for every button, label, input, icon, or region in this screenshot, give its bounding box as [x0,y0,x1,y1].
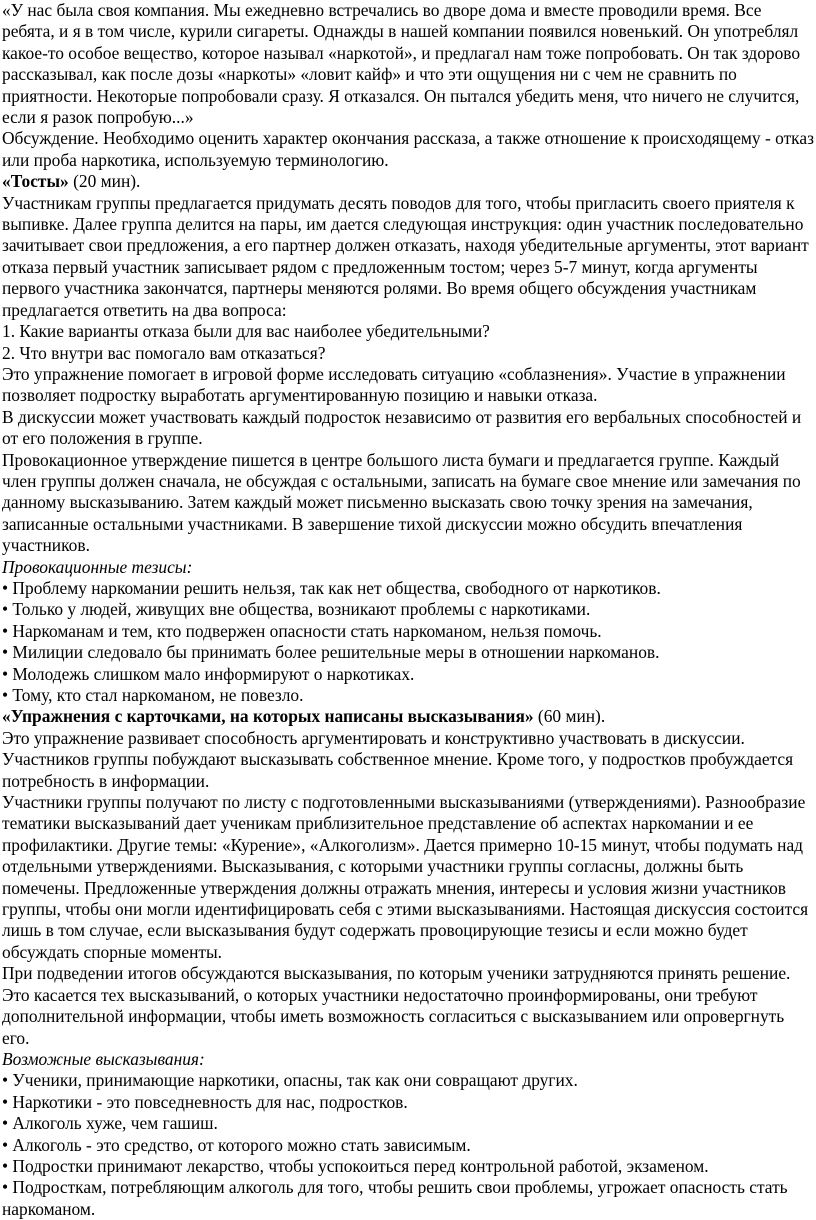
cards-title: «Упражнения с карточками, на которых написаны высказывания» [2,706,534,727]
toasts-heading [2,171,814,192]
toasts-duration: (20 мин). [68,171,141,192]
statements-heading: Возможные высказывания: [2,1048,205,1069]
statement-item: • Наркотики - это повседневность для нас, подростков. [2,1091,408,1112]
story-paragraph: «У нас была своя компания. Мы ежедневно встречались во дворе дома и вместе проводили время. Все ребята, и я в том числе, курили сигареты. Однажды в нашей компании появился новенький. Он употреблял какое-то особое вещество, которое называл «наркотой», и предлагал нам тоже попробовать. Он так здорово рассказывал, как после дозы «наркоты» «ловит кайф» и что эти ощущения ни с чем не сравнить по приятности. Некоторые попробовали сразу. Я отказался. Он пытался убедить меня, что ничего не случится, если я разок попробую...» [2,0,801,128]
thesis-item: • Тому, кто стал наркоманом, не повезло. [2,685,304,705]
thesis-item: • Милиции следовало бы принимать более решительные меры в отношении наркоманов. [2,642,660,663]
discussion-note: В дискуссии может участвовать каждый подросток независимо от развития его вербальных способностей и от его положения в группе. [2,406,802,449]
toasts-instruction: Участникам группы предлагается придумать десять поводов для того, чтобы пригласить своего приятеля к выпивке. Далее группа делится на пары, им дается следующая инструкция: один участник последовательно зачитывает свои предложения, а его партнер должен отказать, находя убедительные аргументы, этот вариант отказа первый участник записывает рядом с предложенным тостом; через 5-7 минут, когда аргументы первого участника закончатся, партнеры меняются ролями. Во время общего обсуждения участникам предлагается ответить на два вопроса: [2,192,809,320]
statement-item: • Подростки принимают лекарство, чтобы успокоиться перед контрольной работой, экзаменом. [2,1155,709,1176]
question-1: 1. Какие варианты отказа были для вас наиболее убедительными? [2,321,490,342]
thesis-item: • Наркоманам и тем, кто подвержен опасности стать наркоманом, нельзя помочь. [2,620,602,641]
cards-duration: (60 мин). [533,706,606,727]
statement-item: • Алкоголь хуже, чем гашиш. [2,1113,218,1134]
cards-heading [2,706,814,727]
thesis-item: • Проблему наркомании решить нельзя, так как нет общества, свободного от наркотиков. [2,577,661,598]
discussion-paragraph: Обсуждение. Необходимо оценить характер окончания рассказа, а также отношение к происходящему - отказ или проба наркотика, используемую терминологию. [2,128,814,170]
statement-item: • Ученики, принимающие наркотики, опасны, так как они совращают других. [2,1070,578,1091]
thesis-item: • Молодежь слишком мало информируют о наркотиках. [2,663,415,684]
toasts-summary: Это упражнение помогает в игровой форме исследовать ситуацию «соблазнения». Участие в упражнении позволяет подростку выработать аргументированную позицию и навыки отказа. [2,363,786,406]
question-2: 2. Что внутри вас помогало вам отказаться? [2,342,326,363]
provocation-description: Провокационное утверждение пишется в центре большого листа бумаги и предлагается группе. Каждый член группы должен сначала, не обсуждая с остальными, записать на бумаге свое мнение или замечания по данному высказыванию. Затем каждый может письменно высказать свою точку зрения на замечания, записанные остальными участниками. В завершение тихой дискуссии можно обсудить впечатления участников. [2,449,801,556]
toasts-title: «Тосты» [2,171,69,192]
thesis-item: • Только у людей, живущих вне общества, возникают проблемы с наркотиками. [2,599,591,620]
cards-intro: Это упражнение развивает способность аргументировать и конструктивно участвовать в дискуссии. Участников группы побуждают высказывать собственное мнение. Кроме того, у подростков пробуждается потребность в информации. [2,727,794,791]
theses-heading: Провокационные тезисы: [2,556,193,577]
cards-procedure: Участники группы получают по листу с подготовленными высказываниями (утверждениями). Разнообразие тематики высказываний дает ученикам приблизительное представление об аспектах наркомании и ее профилактики. Другие темы: «Курение», «Алкоголизм». Дается примерно 10-15 минут, чтобы подумать над отдельными утверждениями. Высказывания, с которыми участники группы согласны, должны быть помечены. Предложенные утверждения должны отражать мнения, интересы и условия жизни участников группы, чтобы они могли идентифицировать себя с этими высказываниями. Настоящая дискуссия состоится лишь в том случае, если высказывания будут содержать провоцирующие тезисы и если можно будет обсуждать спорные моменты. [2,792,809,962]
statement-item: • Алкоголь - это средство, от которого можно стать зависимым. [2,1134,471,1155]
statement-item: • Подросткам, потребляющим алкоголь для того, чтобы решить свои проблемы, угрожает опасность стать наркоманом. [2,1177,788,1219]
cards-summary: При подведении итогов обсуждаются высказывания, по которым ученики затрудняются принять решение. Это касается тех высказываний, о которых участники недостаточно проинформированы, они требуют дополнительной информации, чтобы иметь возможность согласиться с высказыванием или опровергнуть его. [2,963,791,1048]
